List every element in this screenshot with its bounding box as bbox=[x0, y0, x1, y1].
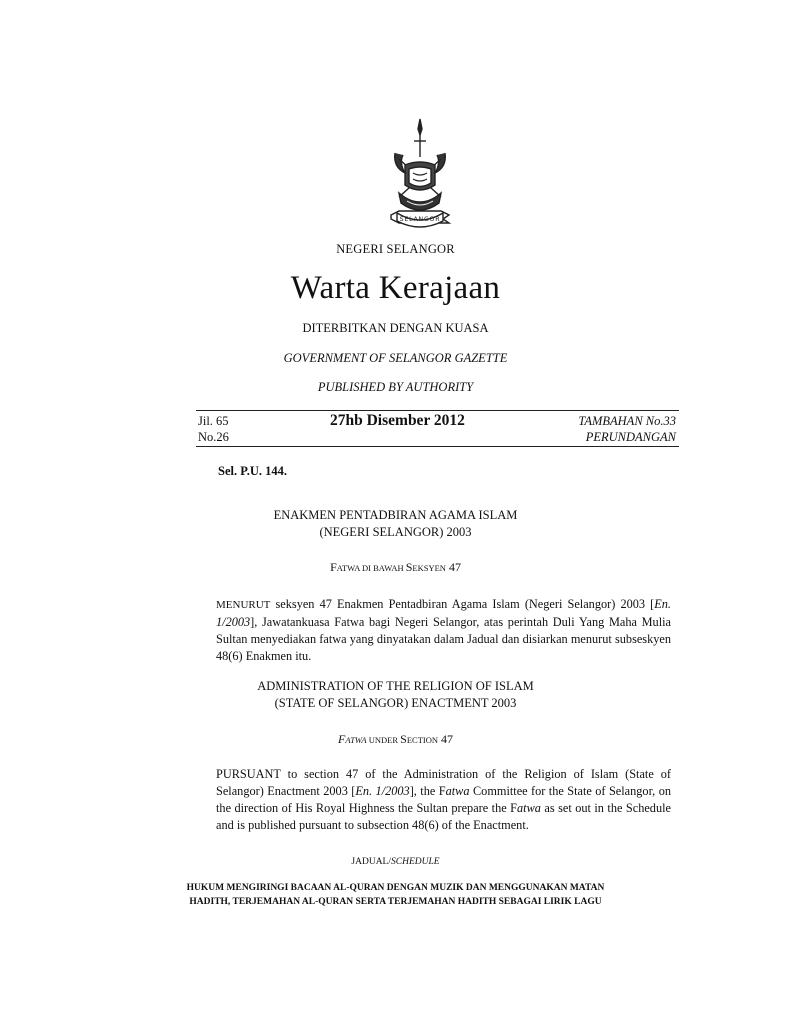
schedule-title-line1: HUKUM MENGIRINGI BACAAN AL-QURAN DENGAN MUZIK DAN MENGGUNAKAN MATAN bbox=[186, 883, 605, 893]
paragraph-text: Committee for the State of Selangor, on the direction of His Royal Highness the Sultan prepare the F bbox=[216, 784, 671, 815]
enactment-citation: En. 1/2003 bbox=[355, 784, 410, 798]
authority-line-english: PUBLISHED BY AUTHORITY bbox=[317, 380, 474, 394]
sc-rest: EKSYEN bbox=[412, 563, 446, 573]
sc-rest: ECTION bbox=[406, 735, 439, 745]
schedule-label-english: SCHEDULE bbox=[391, 857, 440, 867]
issue-bar-bottom-rule bbox=[196, 446, 679, 447]
enactment-title-english-line2: (STATE OF SELANGOR) ENACTMENT 2003 bbox=[274, 696, 517, 710]
supplement-number: TAMBAHAN No.33 bbox=[578, 414, 676, 428]
schedule-title bbox=[0, 881, 791, 909]
paragraph-text: ], the F bbox=[409, 784, 446, 798]
paragraph-text: ], Jawatankuasa Fatwa bagi Negeri Selangor, atas perintah Duli Yang Maha Mulia Sultan menyediakan fatwa yang dinyatakan dalam Jadual dan disiarkan menurut subseskyen 48(6) Enakmen itu. bbox=[216, 615, 671, 663]
enactment-citation: En. 1/2003 bbox=[216, 597, 671, 629]
sc-rest: ATWA DI BAWAH bbox=[336, 563, 406, 573]
issue-date: 27hb Disember 2012 bbox=[330, 412, 465, 429]
paragraph-lead-word: MENURUT bbox=[216, 599, 271, 611]
enactment-title-malay-line1: ENAKMEN PENTADBIRAN AGAMA ISLAM bbox=[273, 508, 518, 522]
enactment-title-english bbox=[0, 678, 791, 712]
volume-number: Jil. 65 bbox=[198, 414, 229, 428]
issue-volume-block bbox=[198, 413, 229, 445]
crest-ribbon-text: SELANGOR bbox=[399, 216, 441, 223]
paragraph-english bbox=[216, 766, 671, 834]
issue-number: No.26 bbox=[198, 430, 229, 444]
paragraph-text: seksyen 47 Enakmen Pentadbiran Agama Islam (Negeri Selangor) 2003 [ bbox=[270, 597, 655, 611]
schedule-title-line2: HADITH, TERJEMAHAN AL-QURAN SERTA TERJEMAHAN HADITH SEBAGAI LIRIK LAGU bbox=[189, 897, 602, 907]
section-number: 47 bbox=[438, 732, 454, 746]
sc-cap: S bbox=[405, 560, 413, 574]
section-heading-english bbox=[0, 732, 791, 747]
paragraph-lead-word: PURSUANT bbox=[216, 767, 281, 781]
sc-cap: F bbox=[337, 732, 346, 746]
schedule-label-malay: JADUAL/ bbox=[351, 857, 392, 867]
sc-cap: F bbox=[330, 560, 337, 574]
gazette-name-english: GOVERNMENT OF SELANGOR GAZETTE bbox=[283, 351, 508, 365]
enactment-title-english-line1: ADMINISTRATION OF THE RELIGION OF ISLAM bbox=[257, 679, 534, 693]
selangor-crest-logo bbox=[385, 115, 455, 240]
sc-rest: ATWA bbox=[345, 735, 367, 745]
issue-bar-top-rule bbox=[196, 410, 679, 411]
sc-cap: S bbox=[400, 732, 407, 746]
state-name: NEGERI SELANGOR bbox=[336, 242, 455, 256]
paragraph-text: as set out in the Schedule and is published pursuant to subsection 48(6) of the Enactment. bbox=[216, 801, 671, 832]
gazette-reference: Sel. P.U. 144. bbox=[218, 464, 287, 478]
section-number: 47 bbox=[445, 560, 461, 574]
schedule-label bbox=[0, 857, 791, 867]
enactment-title-malay-line2: (NEGERI SELANGOR) 2003 bbox=[319, 525, 472, 539]
paragraph-text: to section 47 of the Administration of the Religion of Islam (State of Selangor) Enactment 2003 [ bbox=[216, 767, 671, 798]
sc-rest: UNDER bbox=[366, 735, 401, 745]
supplement-category: PERUNDANGAN bbox=[585, 430, 676, 444]
section-heading-malay bbox=[0, 560, 791, 575]
fatwa-term: atwa bbox=[517, 801, 541, 815]
enactment-title-malay bbox=[0, 507, 791, 541]
gazette-title: Warta Kerajaan bbox=[290, 270, 501, 306]
supplement-block bbox=[578, 413, 676, 445]
authority-line-malay: DITERBITKAN DENGAN KUASA bbox=[302, 321, 489, 335]
fatwa-term: atwa bbox=[445, 784, 470, 798]
paragraph-malay bbox=[216, 596, 671, 665]
